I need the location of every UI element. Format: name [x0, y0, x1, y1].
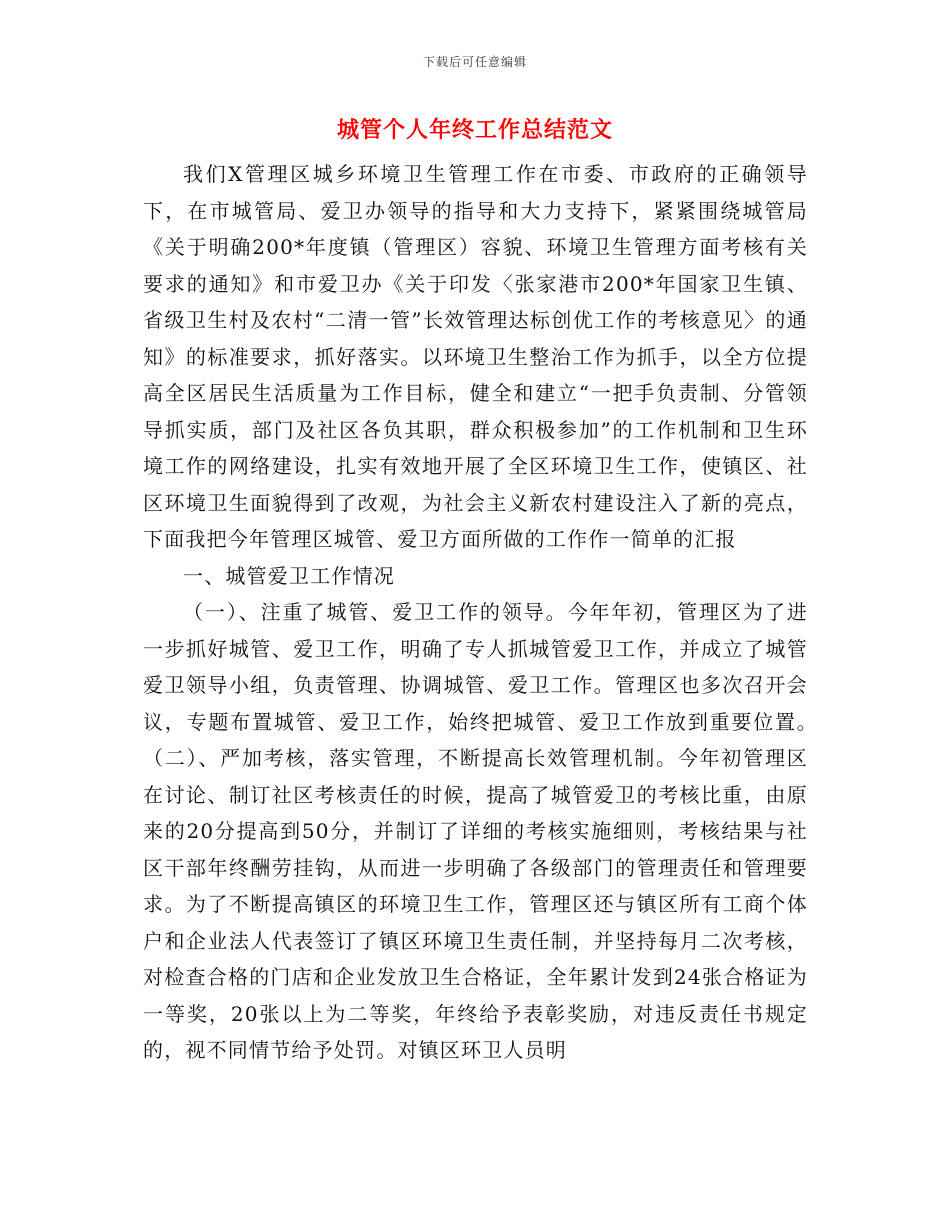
- paragraph-intro: 我们X管理区城乡环境卫生管理工作在市委、市政府的正确领导下，在市城管局、爱卫办领导的指导和大力支持下，紧紧围绕城管局《关于明确200*年度镇（管理区）容貌、环境卫生管理方面考核有关要求的通知》和市爱卫办《关于印发〈张家港市200*年国家卫生镇、省级卫生村及农村“二清一管”长效管理达标创优工作的考核意见〉的通知》的标准要求，抓好落实。以环境卫生整治工作为抓手，以全方位提高全区居民生活质量为工作目标，健全和建立“一把手负责制、分管领导抓实质，部门及社区各负其职，群众积极参加”的工作机制和卫生环境工作的网络建设，扎实有效地开展了全区环境卫生工作，使镇区、社区环境卫生面貌得到了改观，为社会主义新农村建设注入了新的亮点，下面我把今年管理区城管、爱卫方面所做的工作作一简单的汇报: [143, 162, 808, 551]
- paragraph-section-1: （一）、注重了城管、爱卫工作的领导。今年年初，管理区为了进一步抓好城管、爱卫工作，明确了专人抓城管爱卫工作，并成立了城管爱卫领导小组，负责管理、协调城管、爱卫工作。管理区也多次召开会议，专题布置城管、爱卫工作，始终把城管、爱卫工作放到重要位置。 （二）、严加考核，落实管理，不断提高长效管理机制。今年初管理区在讨论、制订社区考核责任的时候，提高了城管爱卫的考核比重，由原来的20分提高到50分，并制订了详细的考核实施细则，考核结果与社区干部年终酬劳挂钩，从而进一步明确了各级部门的管理责任和管理要求。为了不断提高镇区的环境卫生工作，管理区还与镇区所有工商个体户和企业法人代表签订了镇区环境卫生责任制，并坚持每月二次考核，对检查合格的门店和企业发放卫生合格证，全年累计发到24张合格证为一等奖，20张以上为二等奖，年终给予表彰奖励，对违反责任书规定的，视不同情节给予处罚。对镇区环卫人员明: [143, 600, 830, 1062]
- header-note: 下载后可任意编辑: [422, 55, 527, 69]
- section-heading-1: 一、城管爱卫工作情况: [183, 563, 395, 588]
- document-body: [143, 156, 830, 1069]
- document-title: 城管个人年终工作总结范文: [336, 117, 613, 143]
